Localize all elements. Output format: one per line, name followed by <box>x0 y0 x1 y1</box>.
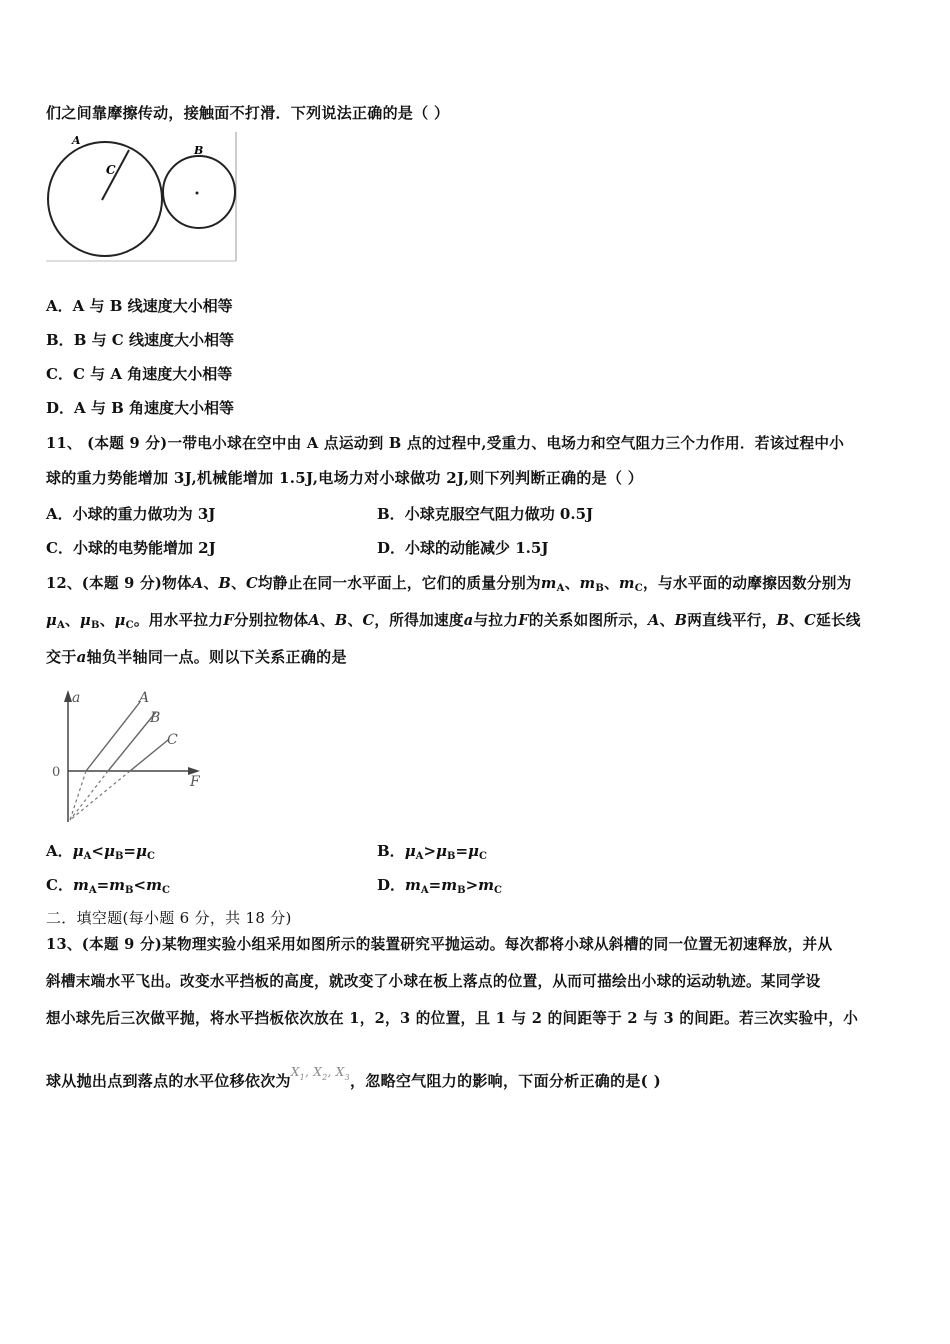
x-values-formula: $X_1$, $X_2$, $X_3$ <box>290 1065 350 1082</box>
q12-option-c[interactable]: C．$m_A=m_B<m_C$ <box>46 876 170 896</box>
y-axis-arrow <box>64 690 72 702</box>
q11-line2: 球的重力势能增加 3J,机械能增加 1.5J,电场力对小球做功 2J,则下列判断正确的是（ ） <box>46 469 644 487</box>
line-b <box>108 712 156 771</box>
center-b <box>196 192 199 195</box>
q10-option-c[interactable]: C．C 与 A 角速度大小相等 <box>46 365 233 383</box>
line-c <box>130 740 168 771</box>
label-line-c: C <box>167 732 178 748</box>
label-c: C <box>106 163 116 177</box>
q13-line2: 斜槽末端水平飞出。改变水平挡板的高度，就改变了小球在板上落点的位置，从而可描绘出小球的运动轨迹。某同学设 <box>46 973 821 990</box>
x-axis-label: F <box>190 774 200 790</box>
q10-option-a[interactable]: A．A 与 B 线速度大小相等 <box>46 297 233 315</box>
circle-b <box>163 156 235 228</box>
q12-line3: 交于a轴负半轴同一点。则以下关系正确的是 <box>46 648 347 666</box>
q13-line3: 想小球先后三次做平抛，将水平挡板依次放在 1，2，3 的位置，且 1 与 2 的间距等于 2 与 3 的间距。若三次实验中，小 <box>46 1010 859 1027</box>
label-b: B <box>194 144 204 157</box>
line-a-extension <box>70 771 86 820</box>
q11-line1: 11、 (本题 9 分)一带电小球在空中由 A 点运动到 B 点的过程中,受重力、电场力和空气阻力三个力作用．若该过程中小 <box>46 435 845 452</box>
q12-option-b[interactable]: B．$\mu_A>\mu_B=\mu_C$ <box>377 842 487 862</box>
q12-figure <box>40 682 210 830</box>
q10-figure <box>44 130 244 265</box>
q12-option-d[interactable]: D．$m_A=m_B>m_C$ <box>377 876 502 896</box>
q12-line1: 12、(本题 9 分)物体A、B、C均静止在同一水平面上，它们的质量分别为$m_A$、$m_B$、$m_C$，与水平面的动摩擦因数分别为 <box>46 575 852 594</box>
q11-option-d[interactable]: D．小球的动能减少 1.5J <box>377 539 549 557</box>
line-a <box>86 702 140 771</box>
line-b-extension <box>70 771 108 820</box>
q11-option-a[interactable]: A．小球的重力做功为 3J <box>46 505 216 523</box>
q10-option-d[interactable]: D．A 与 B 角速度大小相等 <box>46 399 234 417</box>
q11-option-c[interactable]: C．小球的电势能增加 2J <box>46 539 216 557</box>
y-axis-label: a <box>72 690 81 706</box>
origin-label: 0 <box>52 765 61 780</box>
q13-line1: 13、(本题 9 分)某物理实验小组采用如图所示的装置研究平抛运动。每次都将小球从斜槽的同一位置无初速释放，并从 <box>46 936 833 953</box>
q13-line4: 球从抛出点到落点的水平位移依次为$X_1$, $X_2$, $X_3$，忽略空气阻力的影响，下面分析正确的是( ) <box>46 1070 661 1092</box>
q10-option-b[interactable]: B．B 与 C 线速度大小相等 <box>46 331 234 349</box>
q10-stem-tail: 们之间靠摩擦传动，接触面不打滑．下列说法正确的是（ ） <box>46 104 450 122</box>
label-line-b: B <box>150 710 161 726</box>
label-a: A <box>72 134 81 147</box>
q11-option-b[interactable]: B．小球克服空气阻力做功 0.5J <box>377 505 594 523</box>
line-c-extension <box>70 771 130 820</box>
label-line-a: A <box>139 690 150 706</box>
section-2-heading: 二．填空题(每小题 6 分，共 18 分) <box>46 909 292 927</box>
q12-line2: $\mu_A$、$\mu_B$、$\mu_C$。用水平拉力F分别拉物体A、B、C，所得加速度a与拉力F的关系如图所示，A、B两直线平行，B、C延长线 <box>46 612 861 631</box>
q12-option-a[interactable]: A．$\mu_A<\mu_B=\mu_C$ <box>46 842 155 862</box>
circle-a <box>48 142 162 256</box>
